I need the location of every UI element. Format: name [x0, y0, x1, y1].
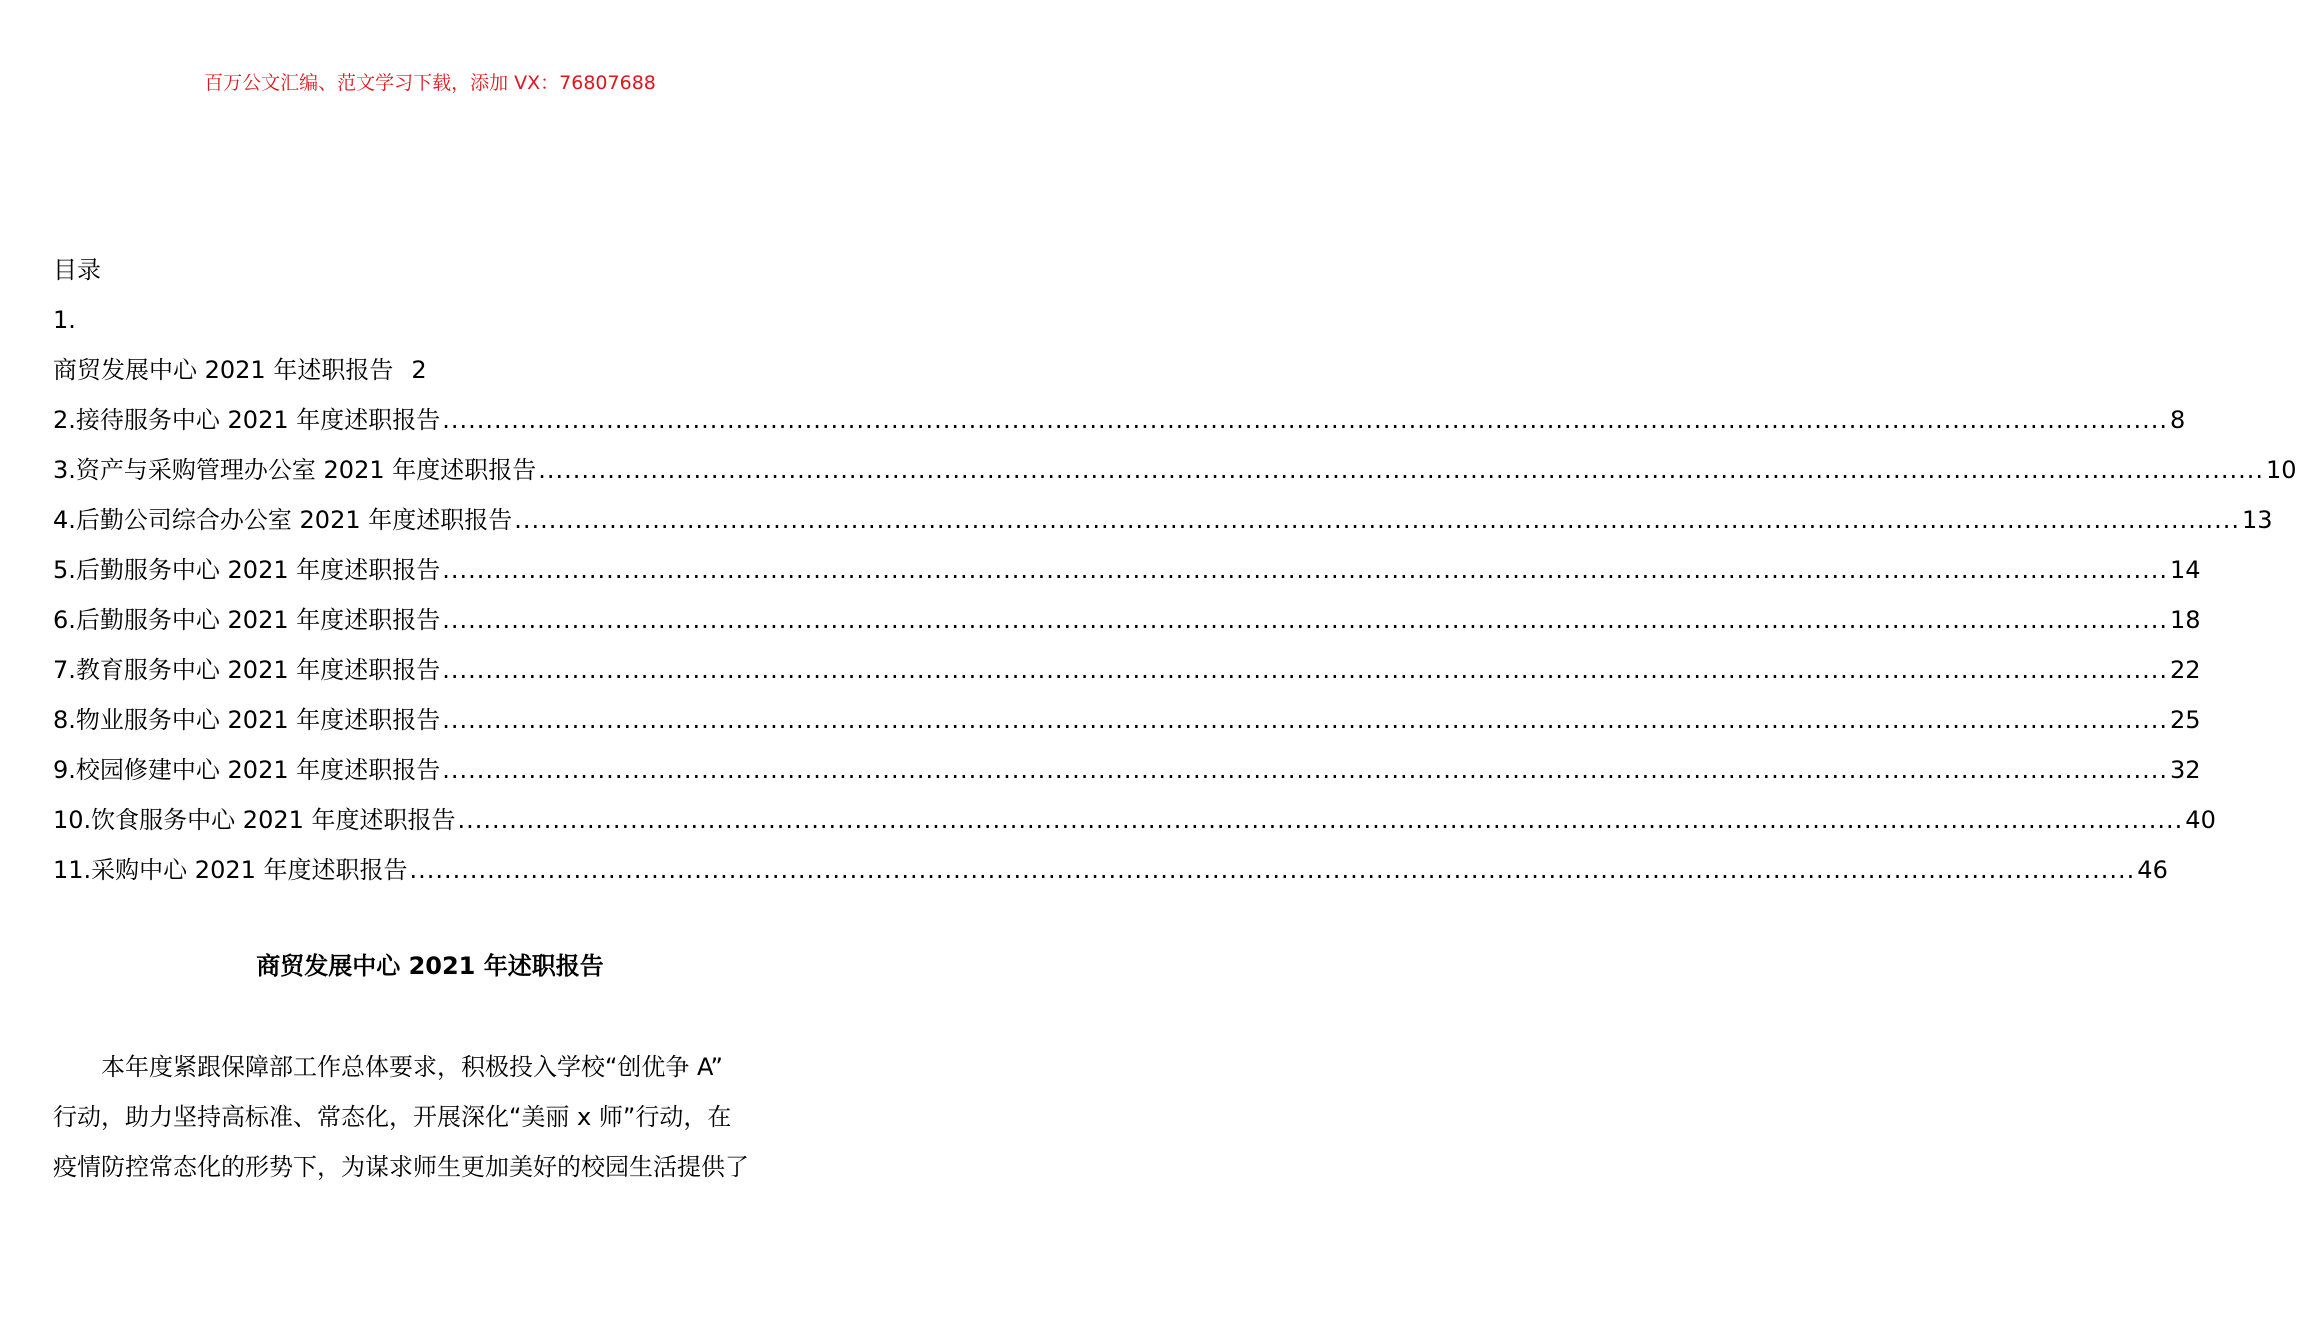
toc-dot-leader: ........................................................................................................................................................................................................	[442, 656, 2169, 684]
toc-entry[interactable]	[53, 500, 2273, 550]
toc-entry[interactable]	[53, 450, 2297, 500]
toc-entry-page-number: 13	[2242, 506, 2273, 534]
header-note: 百万公文汇编、范文学习下载，添加 VX：76807688	[204, 72, 656, 94]
toc-entry-page-number: 14	[2170, 556, 2201, 584]
toc-entry-title: 商贸发展中心 2021 年述职报告	[53, 356, 394, 384]
toc-entry[interactable]	[53, 350, 883, 400]
toc-entry-title: 6.后勤服务中心 2021 年度述职报告	[53, 606, 441, 634]
toc-dot-leader: ........................................................................................................................................................................................................	[442, 556, 2169, 584]
document-title: 商贸发展中心 2021 年述职报告	[256, 952, 604, 980]
toc-entry-title: 10.饮食服务中心 2021 年度述职报告	[53, 806, 456, 834]
toc-entry[interactable]	[53, 800, 2216, 850]
toc-entry[interactable]	[53, 650, 2201, 700]
toc-dot-leader: ........................................................................................................................................................................................................	[457, 806, 2184, 834]
toc-entry-title: 2.接待服务中心 2021 年度述职报告	[53, 406, 441, 434]
toc-entry-page-number: 2	[411, 356, 427, 384]
toc-dot-leader: ........................................................................................................................................................................................................	[442, 406, 2169, 434]
toc-entry-title: 11.采购中心 2021 年度述职报告	[53, 856, 408, 884]
toc-entry-page-number: 18	[2170, 606, 2201, 634]
toc-dot-leader: ........................................................................................................................................................................................................	[409, 856, 2136, 884]
toc-entry-page-number: 46	[2137, 856, 2168, 884]
toc-entry-title: 8.物业服务中心 2021 年度述职报告	[53, 706, 441, 734]
toc-entry[interactable]	[53, 600, 2201, 650]
toc-entry-title: 5.后勤服务中心 2021 年度述职报告	[53, 556, 441, 584]
body-line: 行动，助力坚持高标准、常态化，开展深化“美丽 x 师”行动，在	[53, 1103, 732, 1131]
toc-heading: 目录	[53, 256, 101, 284]
toc-entry[interactable]	[53, 850, 2168, 900]
body-line: 疫情防控常态化的形势下，为谋求师生更加美好的校园生活提供了	[53, 1153, 749, 1181]
body-line: 本年度紧跟保障部工作总体要求，积极投入学校“创优争 A”	[101, 1053, 723, 1081]
toc-entries	[53, 350, 2297, 900]
toc-dot-leader: ........................................................................................................................................................................................................	[442, 756, 2169, 784]
toc-dot-leader: ........................................................................................................................................................................................................	[538, 456, 2265, 484]
toc-entry-title: 3.资产与采购管理办公室 2021 年度述职报告	[53, 456, 537, 484]
toc-entry-page-number: 10	[2266, 456, 2297, 484]
toc-entry-page-number: 8	[2170, 406, 2186, 434]
toc-entry-page-number: 32	[2170, 756, 2201, 784]
toc-entry[interactable]	[53, 400, 2186, 450]
toc-dot-leader: ........................................................................................................................................................................................................	[442, 706, 2169, 734]
toc-entry-title: 9.校园修建中心 2021 年度述职报告	[53, 756, 441, 784]
toc-first-number: 1.	[53, 306, 76, 334]
toc-entry-page-number: 40	[2185, 806, 2216, 834]
toc-entry-title: 7.教育服务中心 2021 年度述职报告	[53, 656, 441, 684]
toc-entry[interactable]	[53, 550, 2201, 600]
toc-entry-page-number: 25	[2170, 706, 2201, 734]
toc-dot-leader: ........................................................................................................................................................................................................	[514, 506, 2241, 534]
toc-entry[interactable]	[53, 750, 2201, 800]
table-of-contents	[53, 250, 2297, 900]
toc-dot-leader: ........................................................................................................................................................................................................	[442, 606, 2169, 634]
toc-entry-title: 4.后勤公司综合办公室 2021 年度述职报告	[53, 506, 513, 534]
toc-entry[interactable]	[53, 700, 2201, 750]
document-body	[53, 1042, 833, 1192]
toc-entry-page-number: 22	[2170, 656, 2201, 684]
